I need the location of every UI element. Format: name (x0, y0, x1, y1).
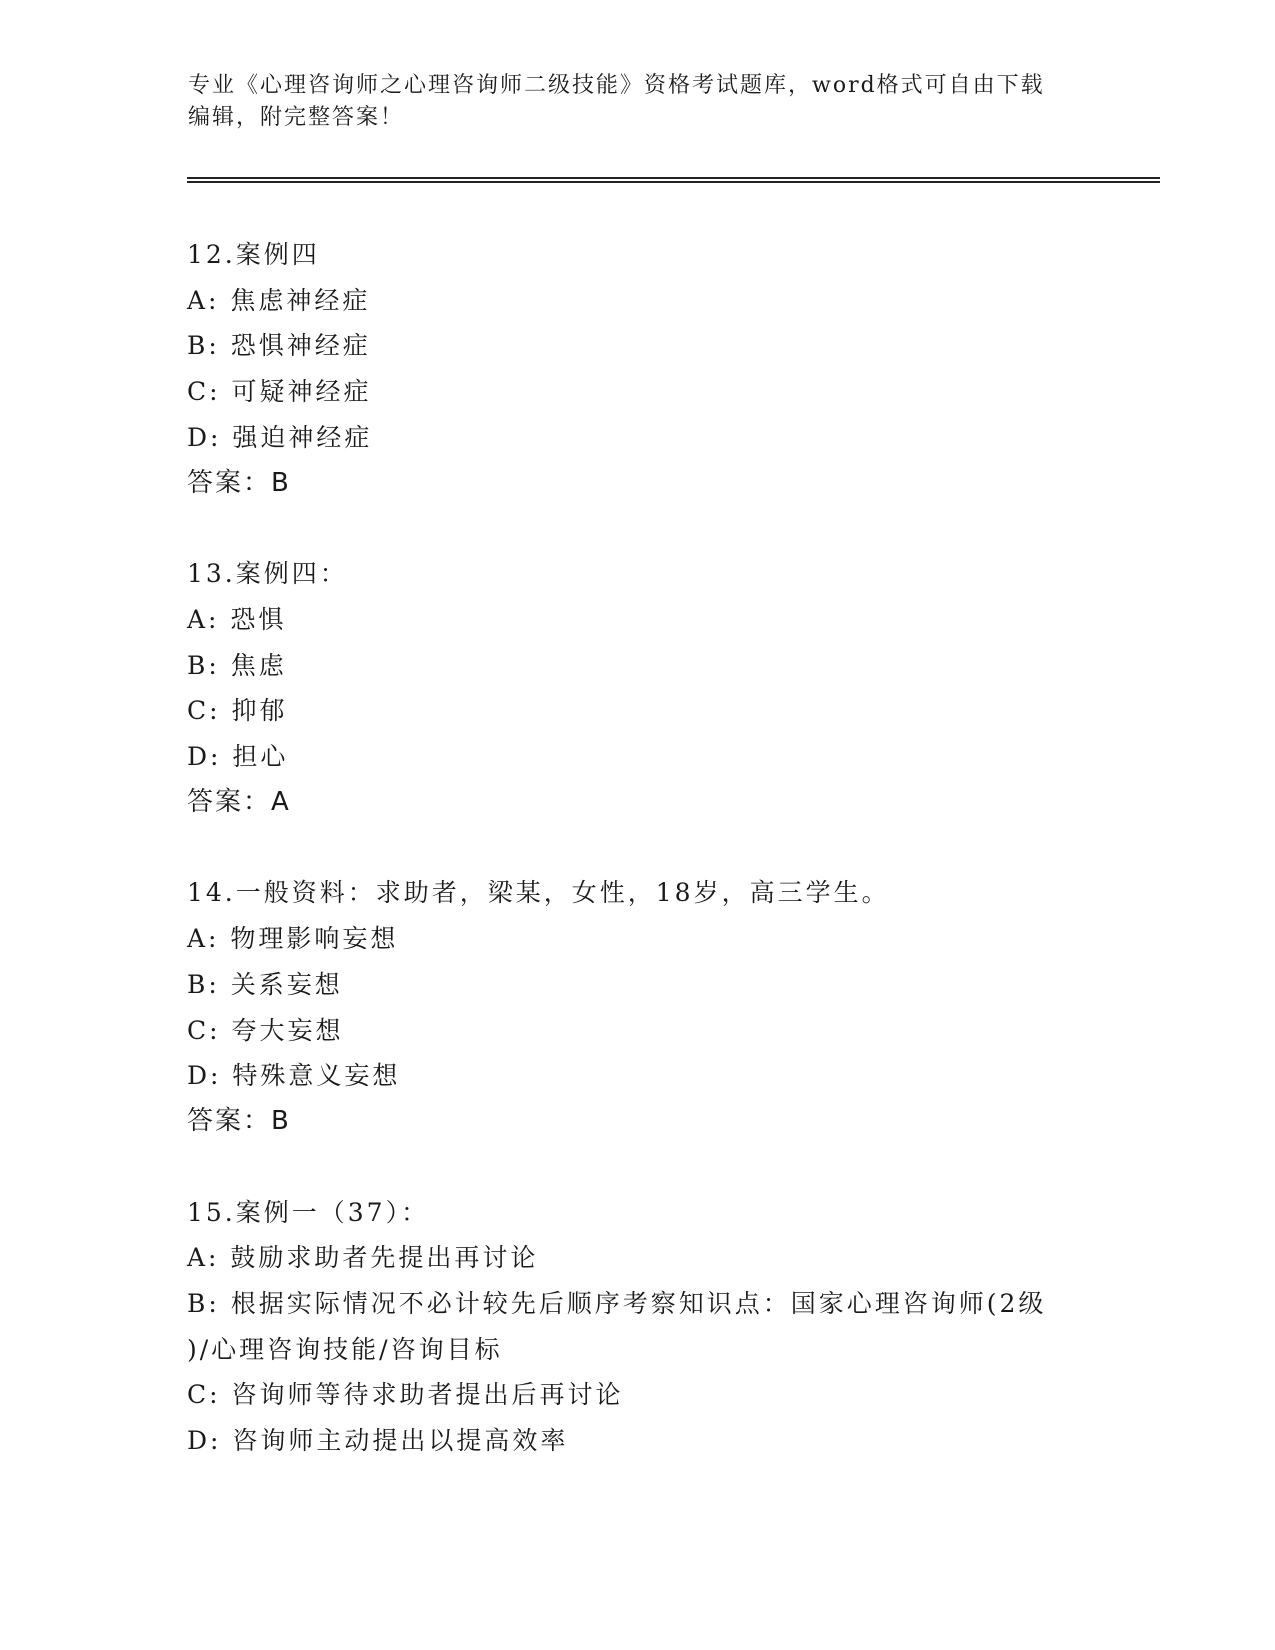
option-b: B: 恐惧神经症 (187, 331, 371, 361)
option-b: B: 根据实际情况不必计较先后顺序考察知识点：国家心理咨询师(2级 (187, 1289, 1047, 1319)
question-12 (187, 232, 1087, 506)
option-b-continued: )/心理咨询技能/咨询目标 (187, 1334, 503, 1364)
answer: 答案：A (187, 786, 291, 817)
question-stem: 14.一般资料：求助者，梁某，女性，18岁，高三学生。 (187, 878, 890, 908)
option-d: D: 担心 (187, 742, 289, 772)
question-stem: 15.案例一（37）： (187, 1197, 430, 1227)
option-a: A: 焦虑神经症 (187, 285, 371, 315)
option-a: A: 鼓励求助者先提出再讨论 (187, 1243, 539, 1273)
option-a: A: 恐惧 (187, 604, 287, 634)
question-15 (187, 1190, 1087, 1464)
option-d: D: 咨询师主动提出以提高效率 (187, 1426, 569, 1456)
question-stem: 13.案例四： (187, 559, 348, 589)
header-line-2: 编辑，附完整答案！ (188, 105, 405, 130)
option-d: D: 强迫神经症 (187, 422, 373, 452)
question-list (187, 232, 1087, 1509)
header-divider (187, 177, 1160, 183)
option-c: C: 抑郁 (187, 696, 288, 726)
answer: 答案：B (187, 467, 291, 498)
option-b: B: 关系妄想 (187, 969, 343, 999)
question-14 (187, 870, 1087, 1144)
answer: 答案：B (187, 1105, 291, 1136)
option-c: C: 夸大妄想 (187, 1015, 344, 1045)
option-d: D: 特殊意义妄想 (187, 1061, 401, 1091)
document-header (188, 70, 1088, 134)
question-13 (187, 551, 1087, 825)
header-line-1: 专业《心理咨询师之心理咨询师二级技能》资格考试题库，word格式可自由下载 (188, 73, 1045, 98)
option-c: C: 可疑神经症 (187, 377, 372, 407)
option-a: A: 物理影响妄想 (187, 924, 399, 954)
question-stem: 12.案例四 (187, 240, 320, 269)
option-b: B: 焦虑 (187, 650, 287, 680)
option-c: C: 咨询师等待求助者提出后再讨论 (187, 1380, 624, 1410)
